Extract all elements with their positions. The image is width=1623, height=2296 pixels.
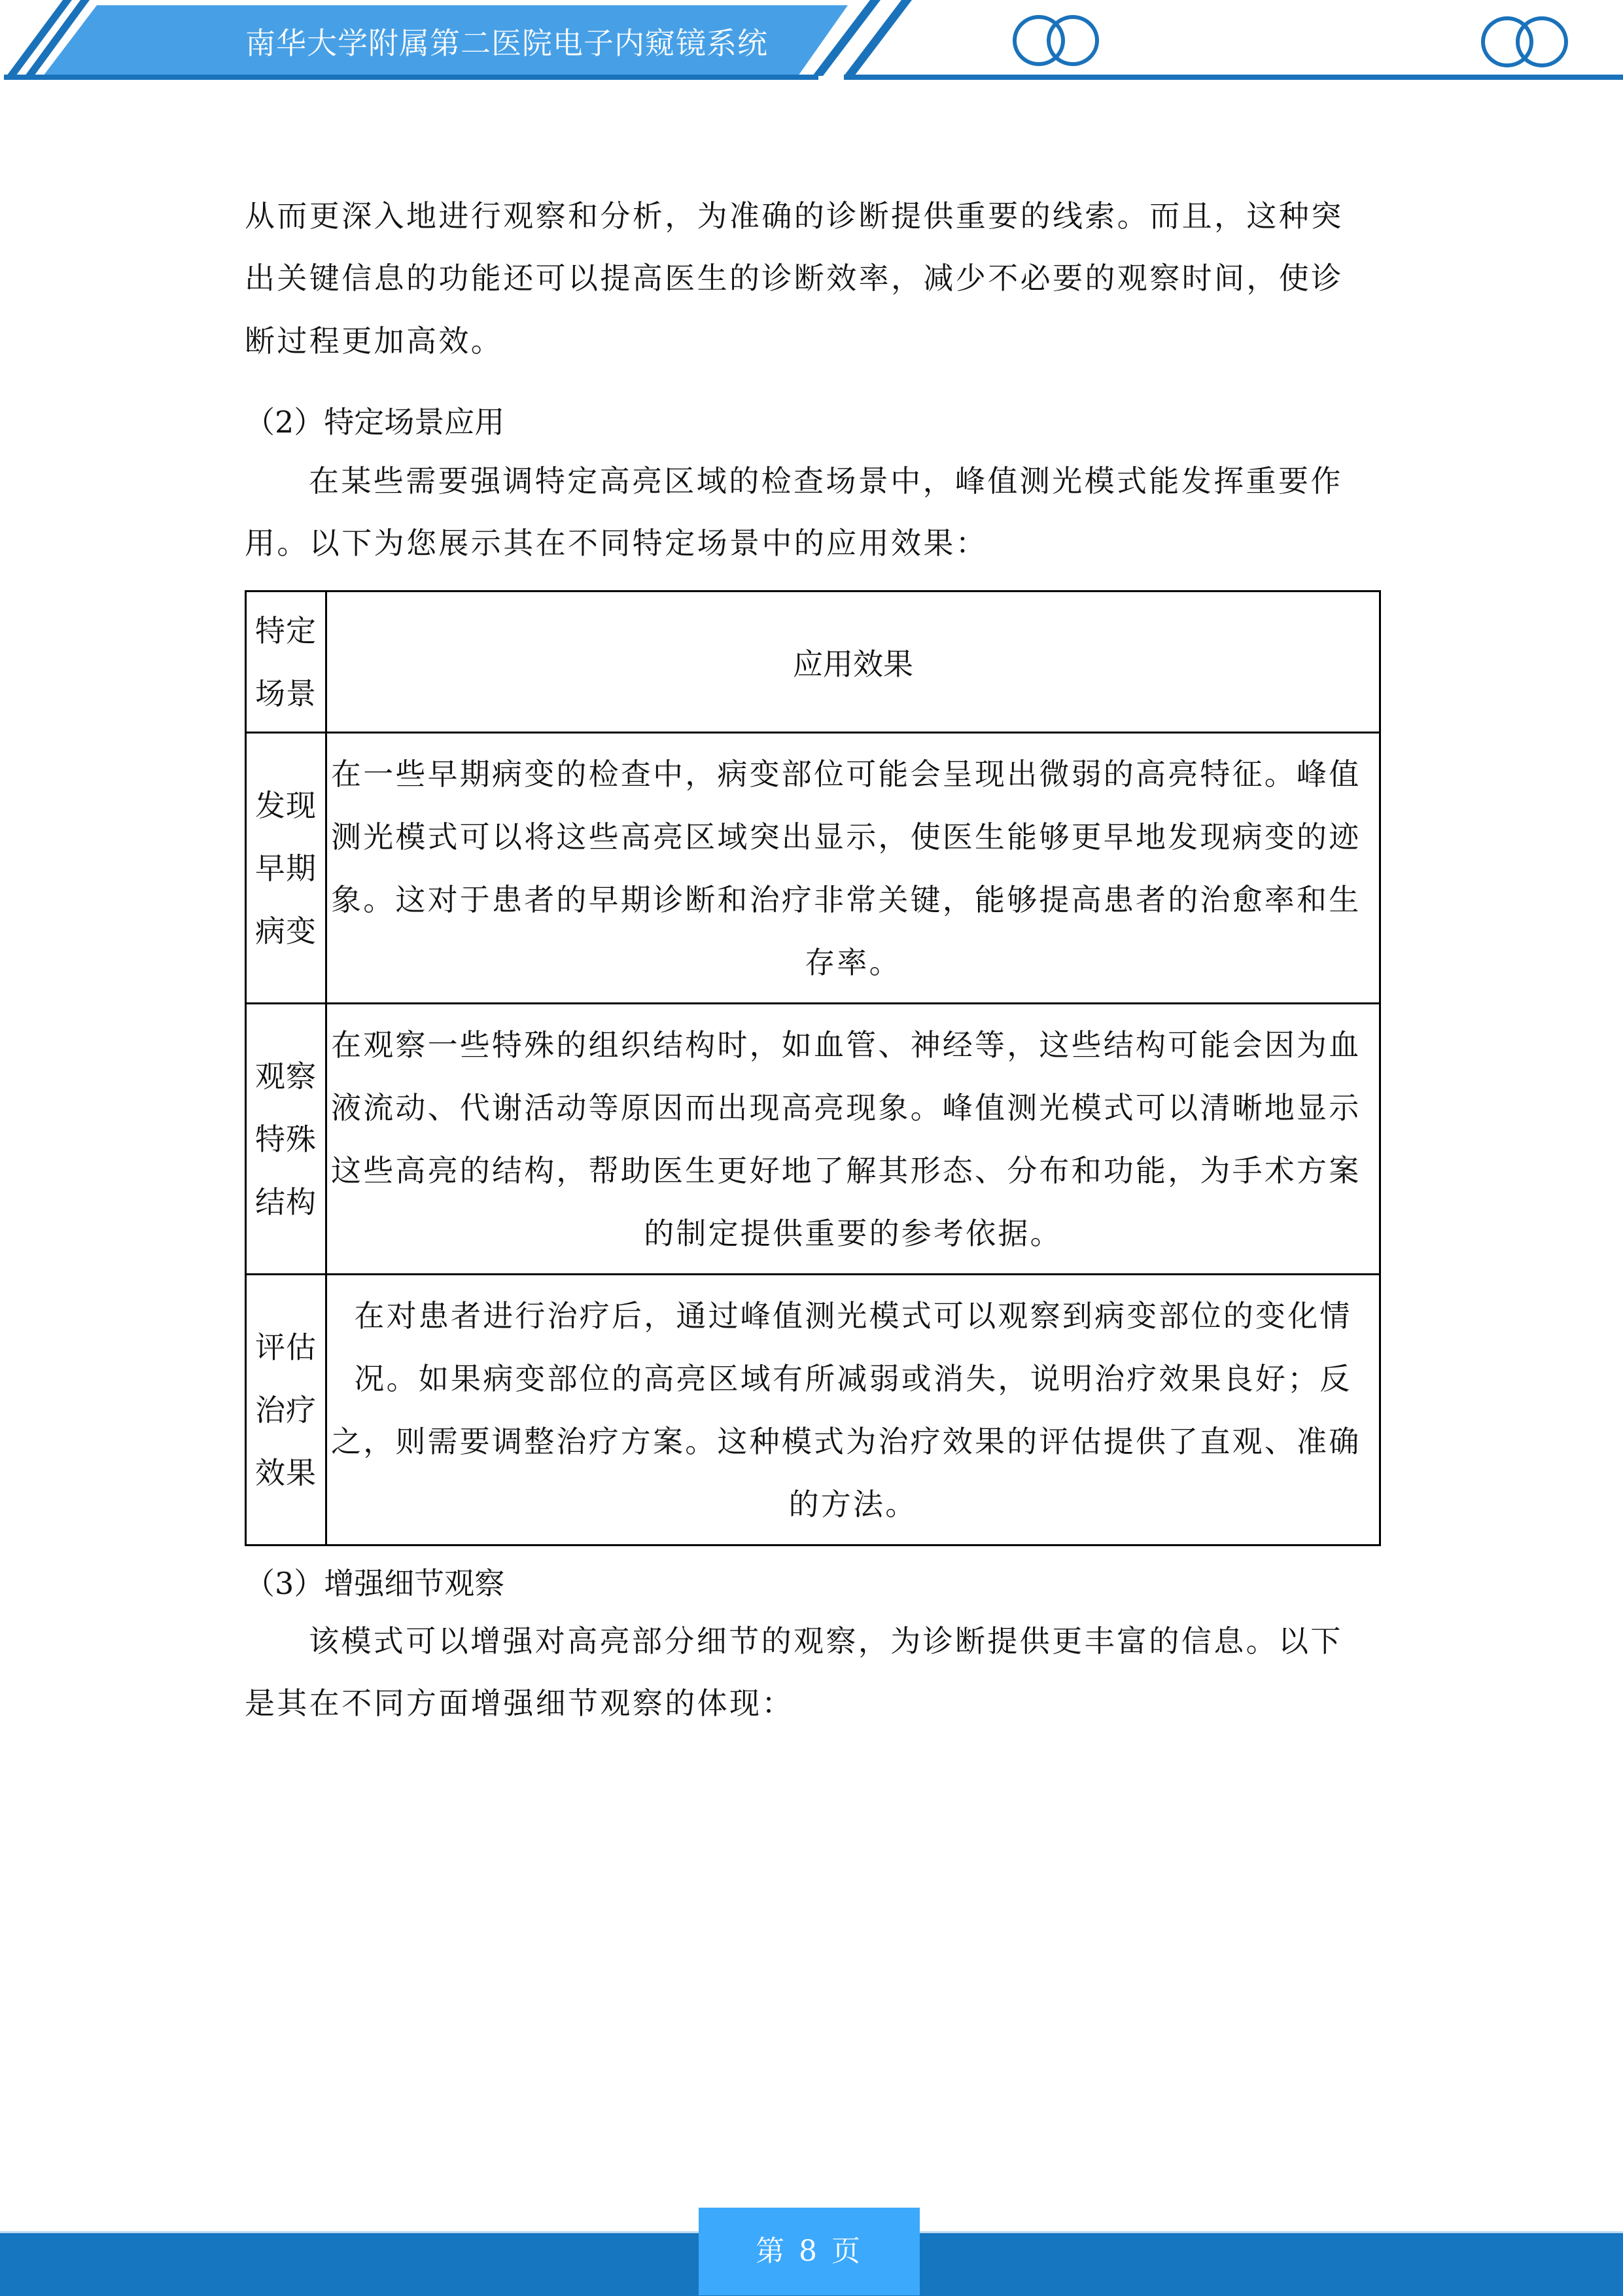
effect-line: 液流动、代谢活动等原因而出现高亮现象。峰值测光模式可以清晰地显示 [331,1089,1361,1125]
effect-line: 之，则需要调整治疗方案。这种模式为治疗效果的评估提供了直观、准确 [331,1423,1361,1459]
scene-line: 发现 [255,787,317,823]
scene-line: 治疗 [255,1392,317,1428]
effect-cell [326,733,1380,1004]
header-decoration [0,0,1623,85]
scene-line: 早期 [255,850,317,886]
effect-line: 况。如果病变部位的高亮区域有所减弱或消失，说明治疗效果良好；反 [354,1360,1352,1396]
effect-line: 的制定提供重要的参考依据。 [644,1215,1062,1251]
scenario-effects-table [245,590,1381,1546]
scene-line: 评估 [255,1329,317,1365]
table-row [246,733,1380,1004]
header-scene-line: 场景 [255,675,317,711]
table-header-row [246,592,1380,733]
effect-line: 存率。 [805,944,901,980]
effect-line: 在对患者进行治疗后，通过峰值测光模式可以观察到病变部位的变化情 [354,1298,1352,1333]
effect-line: 的方法。 [788,1486,918,1522]
table-row [246,1004,1380,1275]
scene-cell [246,1004,326,1275]
header-title: 南华大学附属第二医院电子内窥镜系统 [245,26,768,61]
page-number: 第 8 页 [699,2208,920,2295]
effect-line: 象。这对于患者的早期诊断和治疗非常关键，能够提高患者的治愈率和生 [331,881,1361,917]
section-heading-detail-observation: （3）增强细节观察 [245,1566,505,1601]
effect-line: 在观察一些特殊的组织结构时，如血管、神经等，这些结构可能会因为血 [331,1027,1361,1063]
header-cell-scene [246,592,326,733]
scene-line: 观察 [255,1058,317,1094]
page-header [0,0,1623,85]
paragraph-line: 是其在不同方面增强细节观察的体现： [245,1686,794,1721]
double-ring-logo-icon [1483,18,1566,65]
effect-cell [326,1004,1380,1275]
paragraph-line: 在某些需要强调特定高亮区域的检查场景中，峰值测光模式能发挥重要作 [309,463,1343,499]
scene-line: 结构 [255,1184,317,1220]
scene-line: 效果 [255,1455,317,1491]
section-heading-specific-scenarios: （2）特定场景应用 [245,404,505,440]
effect-line: 这些高亮的结构，帮助医生更好地了解其形态、分布和功能，为手术方案 [331,1152,1361,1188]
effect-line: 在一些早期病变的检查中，病变部位可能会呈现出微弱的高亮特征。峰值 [331,756,1361,792]
scene-cell [246,1275,326,1545]
scene-line: 病变 [255,913,317,949]
paragraph-line: 从而更深入地进行观察和分析，为准确的诊断提供重要的线索。而且，这种突 [245,198,1344,234]
paragraph-line: 用。以下为您展示其在不同特定场景中的应用效果： [245,525,988,561]
effect-cell [326,1275,1380,1545]
scene-cell [246,733,326,1004]
paragraph-line: 断过程更加高效。 [245,323,504,359]
table-row [246,1275,1380,1545]
paragraph-line: 该模式可以增强对高亮部分细节的观察，为诊断提供更丰富的信息。以下 [309,1623,1343,1659]
paragraph-line: 出关键信息的功能还可以提高医生的诊断效率，减少不必要的观察时间，使诊 [245,260,1344,296]
double-ring-logo-icon [1015,17,1097,64]
header-scene-line: 特定 [255,612,317,648]
scene-line: 特殊 [255,1121,317,1157]
effect-line: 测光模式可以将这些高亮区域突出显示，使医生能够更早地发现病变的迹 [331,819,1361,855]
header-cell-effect: 应用效果 [326,592,1380,733]
